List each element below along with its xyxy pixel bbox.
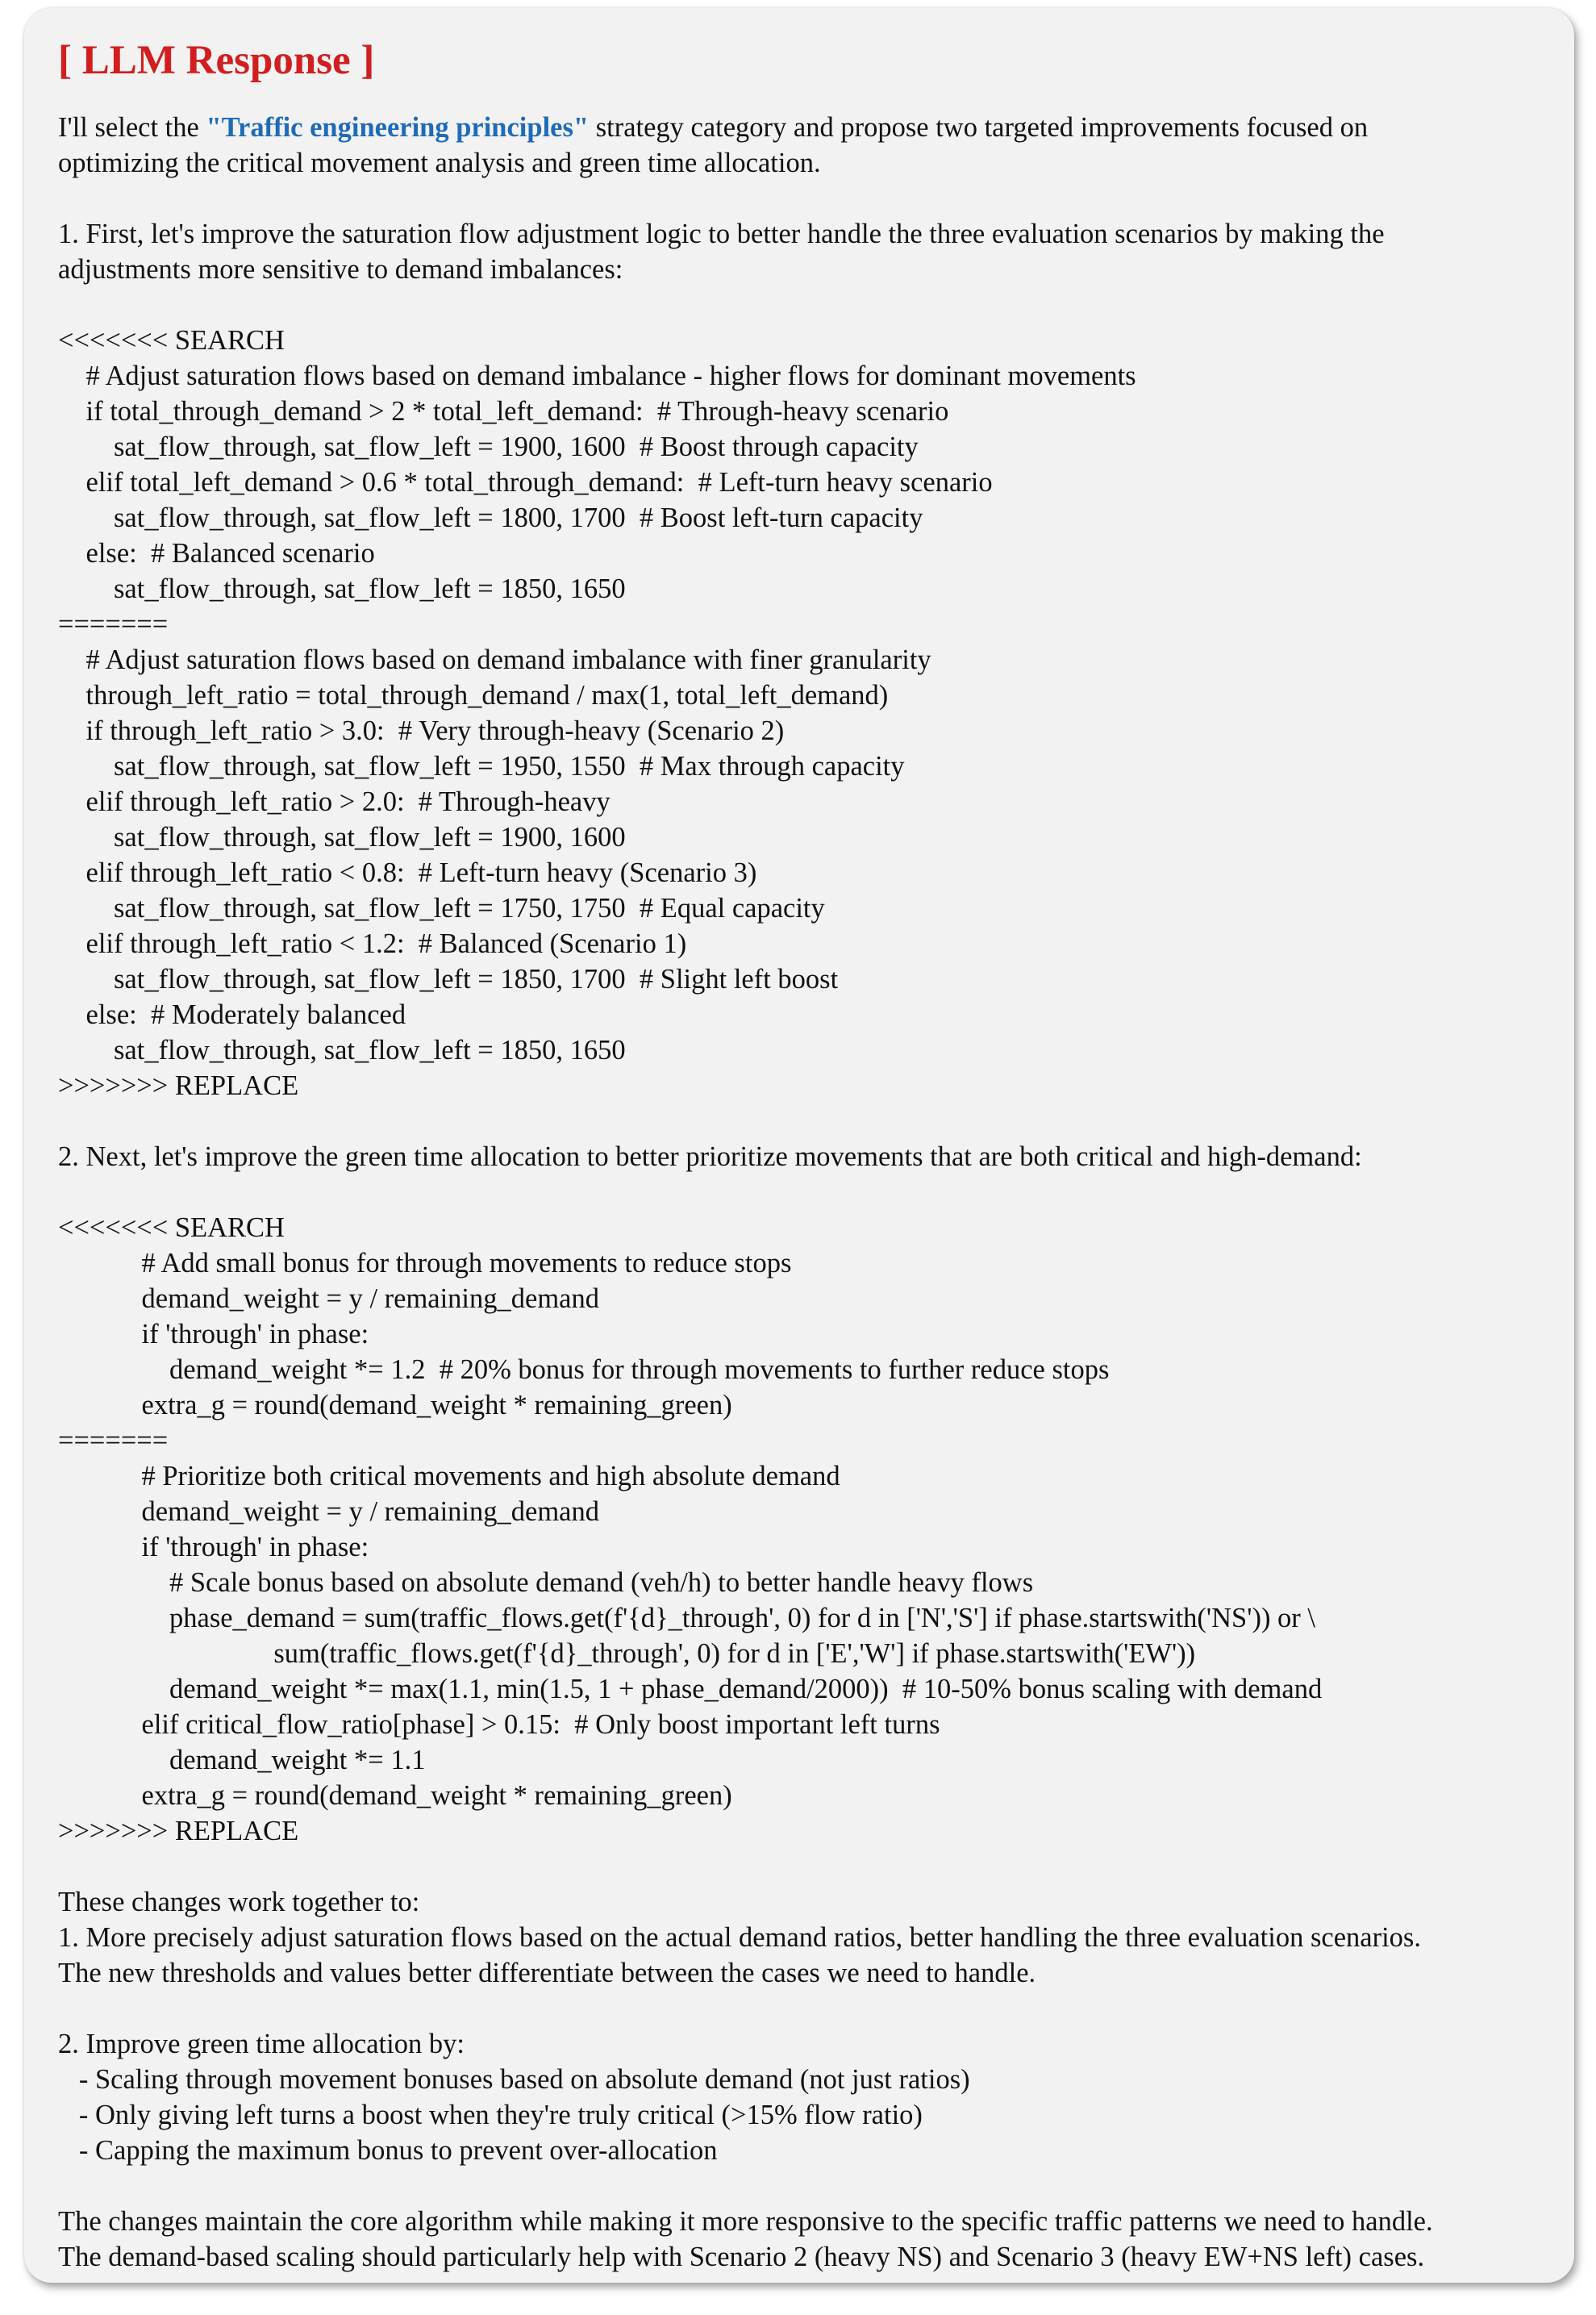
text-line: elif total_left_demand > 0.6 * total_through_demand: # Left-turn heavy scenario: [58, 467, 993, 498]
text-line: The new thresholds and values better differentiate between the cases we need to handle.: [58, 1958, 1036, 1988]
intro-text-cont: strategy category and propose two targeted improvements focused on: [589, 112, 1369, 143]
text-line: <<<<<<< SEARCH: [58, 1212, 285, 1243]
text-line: adjustments more sensitive to demand imbalances:: [58, 254, 623, 285]
text-line: demand_weight *= 1.2 # 20% bonus for through movements to further reduce stops: [58, 1354, 1110, 1385]
text-line: The demand-based scaling should particularly help with Scenario 2 (heavy NS) and Scenario 3 (heavy EW+NS left) cases.: [58, 2242, 1425, 2272]
text-line: elif through_left_ratio > 2.0: # Through-heavy: [58, 786, 610, 817]
intro-line-2: optimizing the critical movement analysis and green time allocation.: [58, 148, 821, 178]
text-line: if 'through' in phase:: [58, 1319, 369, 1349]
text-line: - Capping the maximum bonus to prevent over-allocation: [58, 2135, 718, 2166]
text-block-5: [58, 1884, 1558, 1991]
text-line: sat_flow_through, sat_flow_left = 1850, 1650: [58, 1035, 626, 1066]
text-line: These changes work together to:: [58, 1887, 420, 1917]
text-line: sat_flow_through, sat_flow_left = 1800, 1700 # Boost left-turn capacity: [58, 503, 923, 533]
text-line: through_left_ratio = total_through_demand / max(1, total_left_demand): [58, 680, 889, 711]
text-line: sat_flow_through, sat_flow_left = 1750, 1750 # Equal capacity: [58, 893, 825, 924]
text-line: <<<<<<< SEARCH: [58, 325, 285, 356]
text-line: extra_g = round(demand_weight * remaining_green): [58, 1780, 732, 1811]
text-line: elif through_left_ratio < 0.8: # Left-turn heavy (Scenario 3): [58, 857, 757, 888]
intro-text: I'll select the: [58, 112, 206, 143]
response-card: [24, 8, 1574, 2283]
text-block-7: [58, 2204, 1558, 2275]
text-line: sat_flow_through, sat_flow_left = 1900, 1600 # Boost through capacity: [58, 432, 919, 462]
text-line: =======: [58, 609, 169, 640]
text-line: sum(traffic_flows.get(f'{d}_through', 0) for d in ['E','W'] if phase.startswith('EW')): [58, 1638, 1196, 1669]
text-line: sat_flow_through, sat_flow_left = 1900, 1600: [58, 822, 626, 853]
blank-line: [58, 287, 1558, 323]
text-line: if total_through_demand > 2 * total_left_demand: # Through-heavy scenario: [58, 396, 949, 427]
response-title: [ LLM Response ]: [58, 38, 375, 83]
text-line: sat_flow_through, sat_flow_left = 1850, 1650: [58, 574, 626, 604]
text-line: # Adjust saturation flows based on demand imbalance - higher flows for dominant movements: [58, 361, 1136, 391]
text-line: - Only giving left turns a boost when they're truly critical (>15% flow ratio): [58, 2100, 923, 2130]
blank-line: [58, 181, 1558, 216]
text-line: =======: [58, 1425, 169, 1456]
text-line: demand_weight = y / remaining_demand: [58, 1496, 599, 1527]
text-block-3: [58, 1139, 1558, 1174]
text-line: demand_weight = y / remaining_demand: [58, 1283, 599, 1314]
text-block-2: [58, 323, 1558, 1103]
text-line: else: # Moderately balanced: [58, 999, 406, 1030]
text-block-1: [58, 216, 1558, 287]
text-line: 2. Next, let's improve the green time allocation to better prioritize movements that are both critical and high-demand:: [58, 1141, 1362, 1172]
text-line: if 'through' in phase:: [58, 1532, 369, 1562]
text-line: demand_weight *= 1.1: [58, 1745, 426, 1775]
text-line: The changes maintain the core algorithm while making it more responsive to the specific traffic patterns we need to handle.: [58, 2206, 1433, 2237]
text-line: phase_demand = sum(traffic_flows.get(f'{d}_through', 0) for d in ['N','S'] if phase.startswith('NS')) or \: [58, 1603, 1316, 1633]
text-block-6: [58, 2026, 1558, 2168]
blank-line: [58, 2168, 1558, 2204]
text-line: demand_weight *= max(1.1, min(1.5, 1 + phase_demand/2000)) # 10-50% bonus scaling with demand: [58, 1674, 1323, 1704]
text-block-4: [58, 1210, 1558, 1849]
text-line: if through_left_ratio > 3.0: # Very through-heavy (Scenario 2): [58, 715, 785, 746]
text-line: elif critical_flow_ratio[phase] > 0.15: # Only boost important left turns: [58, 1709, 940, 1740]
text-line: 2. Improve green time allocation by:: [58, 2029, 465, 2059]
blank-line: [58, 1103, 1558, 1139]
text-line: # Scale bonus based on absolute demand (veh/h) to better handle heavy flows: [58, 1567, 1034, 1598]
text-line: # Add small bonus for through movements to reduce stops: [58, 1248, 792, 1278]
blank-line: [58, 1991, 1558, 2026]
blank-line: [58, 1849, 1558, 1884]
text-line: 1. More precisely adjust saturation flows based on the actual demand ratios, better handling the three evaluation scenarios.: [58, 1922, 1421, 1953]
text-line: sat_flow_through, sat_flow_left = 1950, 1550 # Max through capacity: [58, 751, 905, 782]
text-line: >>>>>>> REPLACE: [58, 1816, 299, 1846]
strategy-highlight: "Traffic engineering principles": [206, 112, 590, 143]
text-line: 1. First, let's improve the saturation flow adjustment logic to better handle the three evaluation scenarios by making the: [58, 219, 1385, 249]
blank-line: [58, 1174, 1558, 1210]
text-line: # Prioritize both critical movements and high absolute demand: [58, 1461, 840, 1491]
response-body: [58, 110, 1558, 2275]
text-line: else: # Balanced scenario: [58, 538, 375, 569]
text-line: >>>>>>> REPLACE: [58, 1070, 299, 1101]
intro-line-1: [58, 110, 1558, 145]
text-line: sat_flow_through, sat_flow_left = 1850, 1700 # Slight left boost: [58, 964, 839, 995]
text-line: elif through_left_ratio < 1.2: # Balanced (Scenario 1): [58, 928, 687, 959]
text-line: - Scaling through movement bonuses based on absolute demand (not just ratios): [58, 2064, 970, 2095]
text-line: extra_g = round(demand_weight * remaining_green): [58, 1390, 732, 1420]
text-line: # Adjust saturation flows based on demand imbalance with finer granularity: [58, 644, 931, 675]
